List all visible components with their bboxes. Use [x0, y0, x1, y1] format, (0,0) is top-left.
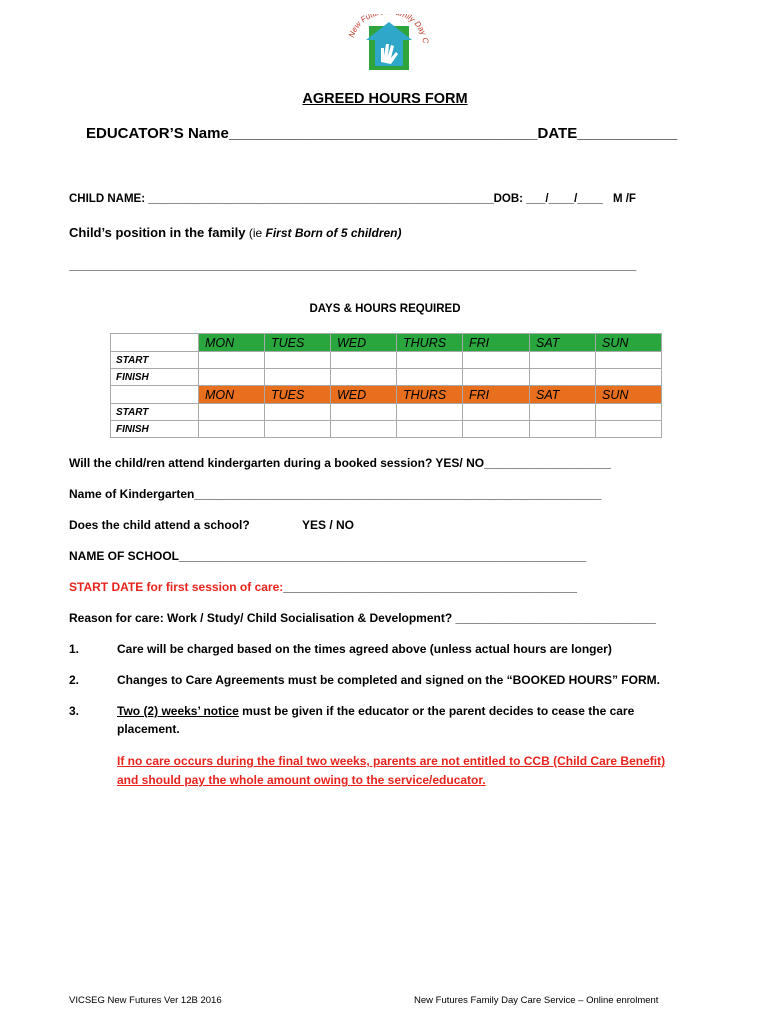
time-cell[interactable]	[331, 404, 397, 421]
page-title: AGREED HOURS FORM	[302, 91, 468, 107]
day-thurs: THURS	[397, 334, 463, 352]
time-cell[interactable]	[199, 352, 265, 369]
term-3-text-rest: must be given if the educator or the parent decides to cease the care	[238, 704, 635, 718]
kindergarten-name-line	[69, 487, 601, 501]
day-fri: FRI	[463, 386, 530, 404]
term-2-number: 2.	[69, 673, 80, 687]
finish-label: FINISH	[111, 421, 199, 438]
school-name-label: NAME OF SCHOOL	[69, 549, 179, 563]
time-cell[interactable]	[397, 352, 463, 369]
week2-start-row	[111, 404, 662, 421]
term-3-number: 3.	[69, 704, 80, 718]
week1-finish-row	[111, 369, 662, 386]
notice-period: Two (2) weeks’ notice	[117, 704, 239, 718]
day-wed: WED	[331, 334, 397, 352]
day-sun: SUN	[596, 334, 662, 352]
time-cell[interactable]	[596, 369, 662, 386]
dob-field[interactable]: ___/____/____	[526, 193, 603, 205]
warning-line-1: If no care occurs during the final two weeks, parents are not entitled to CCB (Child Care Benefit)	[117, 754, 666, 768]
educator-label: EDUCATOR’S Name	[86, 125, 229, 142]
dob-label: DOB:	[493, 193, 527, 205]
educator-line	[86, 125, 677, 142]
term-3-text	[117, 704, 634, 718]
child-name-label: CHILD NAME:	[69, 193, 149, 205]
child-name-line	[69, 193, 636, 205]
time-cell[interactable]	[331, 369, 397, 386]
reason-field[interactable]: ______________________________	[455, 611, 656, 625]
time-cell[interactable]	[463, 352, 530, 369]
time-cell[interactable]	[596, 352, 662, 369]
table-corner	[111, 386, 199, 404]
logo	[347, 14, 429, 72]
day-wed: WED	[331, 386, 397, 404]
school-name-field[interactable]: _____________________________________________________________	[179, 549, 587, 563]
start-date-line	[69, 580, 577, 594]
table-corner	[111, 334, 199, 352]
time-cell[interactable]	[331, 352, 397, 369]
day-sat: SAT	[530, 386, 596, 404]
child-name-field[interactable]: ______________________________________________________	[148, 193, 494, 205]
time-cell[interactable]	[463, 421, 530, 438]
day-sun: SUN	[596, 386, 662, 404]
time-cell[interactable]	[596, 404, 662, 421]
date-field[interactable]: ____________	[577, 125, 678, 142]
position-field[interactable]: _____________________________________________________________________________________	[69, 258, 637, 272]
days-heading: DAYS & HOURS REQUIRED	[309, 303, 461, 315]
term-2-text: Changes to Care Agreements must be completed and signed on the “BOOKED HOURS” FORM.	[117, 673, 660, 687]
time-cell[interactable]	[463, 369, 530, 386]
reason-line	[69, 611, 656, 625]
position-note-example: First Born of 5 children)	[265, 226, 402, 240]
week2-finish-row	[111, 421, 662, 438]
start-date-label: START DATE for first session of care:	[69, 580, 284, 594]
term-3-text-cont: placement.	[117, 722, 180, 736]
time-cell[interactable]	[530, 369, 596, 386]
school-question: Does the child attend a school?	[69, 518, 250, 532]
week1-day-header	[111, 334, 662, 352]
time-cell[interactable]	[530, 404, 596, 421]
time-cell[interactable]	[397, 421, 463, 438]
position-note-prefix: (ie	[245, 226, 266, 240]
week2-day-header	[111, 386, 662, 404]
time-cell[interactable]	[463, 404, 530, 421]
educator-name-field[interactable]: _____________________________________	[228, 125, 538, 142]
day-fri: FRI	[463, 334, 530, 352]
day-sat: SAT	[530, 334, 596, 352]
term-1-text: Care will be charged based on the times agreed above (unless actual hours are longer)	[117, 642, 612, 656]
time-cell[interactable]	[530, 421, 596, 438]
kindergarten-answer-field[interactable]: ___________________	[484, 456, 611, 470]
time-cell[interactable]	[331, 421, 397, 438]
kindergarten-question-text: Will the child/ren attend kindergarten during a booked session? YES/ NO	[69, 456, 485, 470]
time-cell[interactable]	[596, 421, 662, 438]
day-tues: TUES	[265, 386, 331, 404]
term-1-number: 1.	[69, 642, 80, 656]
week1-start-row	[111, 352, 662, 369]
time-cell[interactable]	[199, 369, 265, 386]
footer-version: VICSEG New Futures Ver 12B 2016	[69, 995, 222, 1006]
start-label: START	[111, 352, 199, 369]
gender-field[interactable]: M /F	[612, 193, 636, 205]
hours-table	[110, 333, 662, 438]
start-date-field[interactable]: ____________________________________________	[283, 580, 577, 594]
start-label: START	[111, 404, 199, 421]
day-mon: MON	[199, 386, 265, 404]
time-cell[interactable]	[265, 352, 331, 369]
date-label: DATE	[537, 125, 578, 142]
reason-label: Reason for care: Work / Study/ Child Socialisation & Development?	[69, 611, 456, 625]
time-cell[interactable]	[397, 369, 463, 386]
day-tues: TUES	[265, 334, 331, 352]
day-thurs: THURS	[397, 386, 463, 404]
time-cell[interactable]	[530, 352, 596, 369]
kindergarten-name-label: Name of Kindergarten	[69, 487, 195, 501]
time-cell[interactable]	[199, 404, 265, 421]
warning-line-2: and should pay the whole amount owing to the service/educator.	[117, 773, 486, 787]
position-line	[69, 225, 402, 240]
time-cell[interactable]	[265, 369, 331, 386]
position-label: Child’s position in the family	[69, 225, 246, 240]
time-cell[interactable]	[265, 404, 331, 421]
logo-text: New Fut mily Day	[347, 14, 429, 39]
day-mon: MON	[199, 334, 265, 352]
logo-graphic	[347, 14, 429, 72]
finish-label: FINISH	[111, 369, 199, 386]
time-cell[interactable]	[265, 421, 331, 438]
kindergarten-question	[69, 456, 611, 470]
school-name-line	[69, 549, 586, 563]
time-cell[interactable]	[397, 404, 463, 421]
kindergarten-name-field[interactable]: _____________________________________________________________	[194, 487, 602, 501]
time-cell[interactable]	[199, 421, 265, 438]
school-answer[interactable]: YES / NO	[302, 518, 355, 532]
footer-service: New Futures Family Day Care Service – Online enrolment	[414, 995, 659, 1006]
